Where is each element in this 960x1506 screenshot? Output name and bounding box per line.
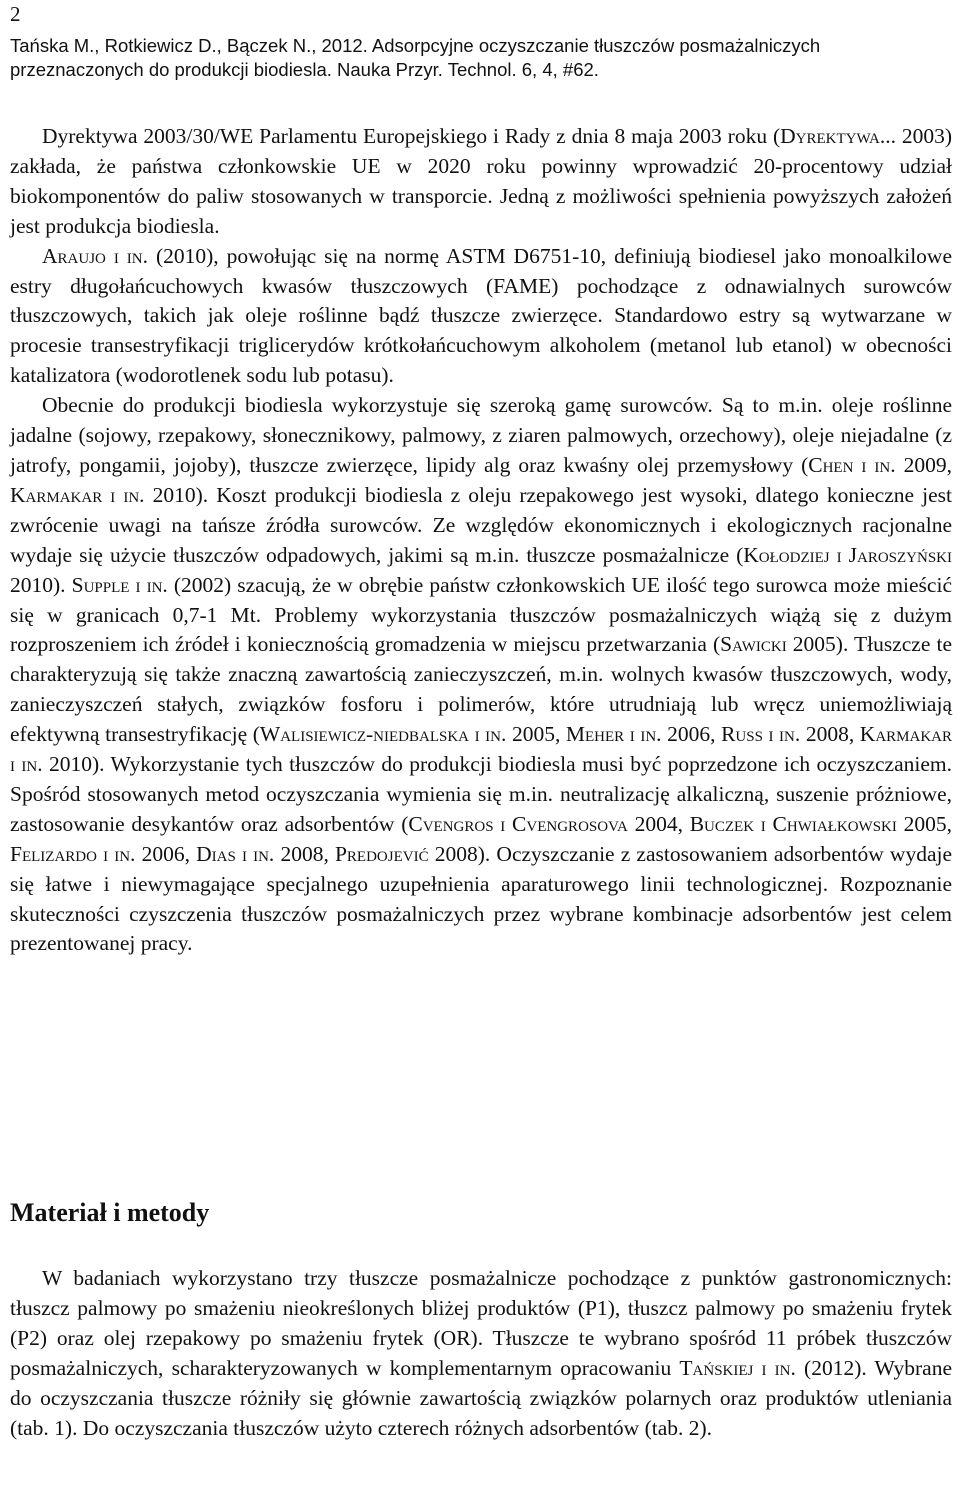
text-run: (2010), powołując się na normę ASTM D6751-10, definiują biodiesel jako monoalkilowe estry długołańcuchowych kwasów tłuszczowych (FAME) pochodzące z odnawialnych surowców tłuszczowych, takich jak oleje roślinne bądź tłuszcze zwierzęce. Standardowo estry są wytwarzane w procesie transestryfikacji triglicerydów krótkołańcuchowym alkoholem (metanol lub etanol) w obecności katalizatora (wodorotlenek sodu lub potasu). xyxy=(10,243,952,388)
citation-ref: Russ i in. xyxy=(721,722,801,747)
citation-ref: Karmakar i in. xyxy=(10,482,145,507)
text-run: 2009, xyxy=(895,452,952,477)
text-run: ... 2003) zakłada, że państwa członkowskie UE w 2020 roku powinny wprowadzić 20-procentowy udział biokomponentów do paliw stosowanych w transporcie. Jedną z możliwości spełnienia powyższych założeń jest produkcja biodiesla. xyxy=(10,124,952,238)
text-run: 2008, xyxy=(274,841,335,866)
section-heading: Materiał i metody xyxy=(10,1198,210,1227)
citation-ref: Walisiewicz-niedbalska i in. xyxy=(259,722,507,747)
citation-ref: Kołodziej i Jaroszyński xyxy=(743,542,953,567)
intro-paragraph-2 xyxy=(10,242,952,392)
citation-ref: Sawicki xyxy=(720,632,787,657)
text-run: 2005). Tłuszcze te charakteryzują się także znaczną zawartością zanieczyszczeń, m.in. wolnych kwasów tłuszczowych, wody, zanieczyszczeń stałych, związków fosforu i polimerów, które utrudniają lub wręcz uniemożliwiają efektywną transestryfikację ( xyxy=(10,632,952,747)
text-run: 2005, xyxy=(506,722,566,747)
citation-ref: Chen i in. xyxy=(808,452,896,477)
citation-ref: Karmakar i in. xyxy=(10,722,953,777)
text-run: 2005, xyxy=(896,811,952,836)
intro-paragraph-3 xyxy=(10,391,952,959)
citation-ref: Felizardo i in. xyxy=(10,841,136,866)
text-run: (2012). Wybrane do oczyszczania tłuszcze różniły się głównie zawartością związków polarnych oraz produktów utleniania (tab. 1). Do oczyszczania tłuszczów użyto czterech różnych adsorbentów (tab. 2). xyxy=(10,1355,953,1440)
text-run: 2004, xyxy=(627,811,690,836)
citation-ref: Araujo i in. xyxy=(42,243,148,268)
introduction-section xyxy=(10,122,952,959)
citation-ref: Cvengros i Cvengrosova xyxy=(408,811,628,836)
methods-paragraph xyxy=(10,1264,952,1443)
text-run: 2008). Oczyszczanie z zastosowaniem adsorbentów wydaje się łatwe i niewymagające specjalnego uzupełnienia aparaturowego linii technologicznej. Rozpoznanie skuteczności czyszczenia tłuszczów posmażalniczych przez wybrane kombinacje adsorbentów jest celem prezentowanej pracy. xyxy=(10,841,953,956)
text-run: Obecnie do produkcji biodiesla wykorzystuje się szeroką gamę surowców. Są to m.in. oleje roślinne jadalne (sojowy, rzepakowy, słonecznikowy, palmowy, z ziaren palmowych, orzechowy), oleje niejadalne (z jatrofy, pongamii, jojoby), tłuszcze zwierzęce, lipidy alg oraz kwaśny olej przemysłowy ( xyxy=(10,393,952,477)
text-run: 2010). xyxy=(10,572,72,597)
text-run: Dyrektywa 2003/30/WE Parlamentu Europejskiego i Rady z dnia 8 maja 2003 roku ( xyxy=(42,124,781,148)
citation-ref: Supple i in. xyxy=(71,572,168,597)
citation-ref: Dias i in. xyxy=(196,841,275,866)
citation-ref: Buczek i Chwiałkowski xyxy=(689,811,897,836)
page-number: 2 xyxy=(10,2,21,26)
text-run: 2008, xyxy=(800,722,860,747)
citation-ref: Meher i in. xyxy=(565,722,662,747)
citation-header: Tańska M., Rotkiewicz D., Bączek N., 2012. Adsorpcyjne oczyszczanie tłuszczów posmażalniczych przeznaczonych do produkcji biodiesla. Nauka Przyr. Technol. 6, 4, #62. xyxy=(10,35,821,80)
text-run: W badaniach wykorzystano trzy tłuszcze posmażalnicze pochodzące z punktów gastronomicznych: tłuszcz palmowy po smażeniu nieokreślonych bliżej produktów (P1), tłuszcz palmowy po smażeniu frytek (P2) oraz olej rzepakowy po smażeniu frytek (OR). Tłuszcze te wybrano spośród 11 próbek tłuszczów posmażalniczych, scharakteryzowanych w komplementarnym opracowaniu xyxy=(10,1266,952,1380)
citation-ref: Predojević xyxy=(334,841,429,866)
text-run: 2006, xyxy=(135,841,197,866)
citation-ref: Dyrektywa xyxy=(780,124,880,148)
text-run: 2010). Koszt produkcji biodiesla z oleju rzepakowego jest wysoki, dlatego konieczne jest zwrócenie uwagi na tańsze źródła surowców. Ze względów ekonomicznych i ekologicznych racjonalne wydaje się użycie tłuszczów odpadowych, jakimi są m.in. tłuszcze posmażalnicze ( xyxy=(10,482,952,567)
intro-paragraph-1 xyxy=(10,122,952,242)
text-run: 2006, xyxy=(661,722,722,747)
citation-ref: Tańskiej i in. xyxy=(679,1355,796,1380)
text-run: 2010). Wykorzystanie tych tłuszczów do produkcji biodiesla musi być poprzedzone ich oczyszczaniem. Spośród stosowanych metod oczyszczania wymienia się m.in. neutralizację alkaliczną, suszenie próżniowe, zastosowanie desykantów oraz adsorbentów ( xyxy=(10,752,952,836)
text-run: (2002) szacują, że w obrębie państw członkowskich UE ilość tego surowca może mieścić się w granicach 0,7-1 Mt. Problemy wykorzystania tłuszczów posmażalniczych wiążą się z dużym rozproszeniem ich źródeł i koniecznością gromadzenia w miejscu przetwarzania ( xyxy=(10,572,952,657)
